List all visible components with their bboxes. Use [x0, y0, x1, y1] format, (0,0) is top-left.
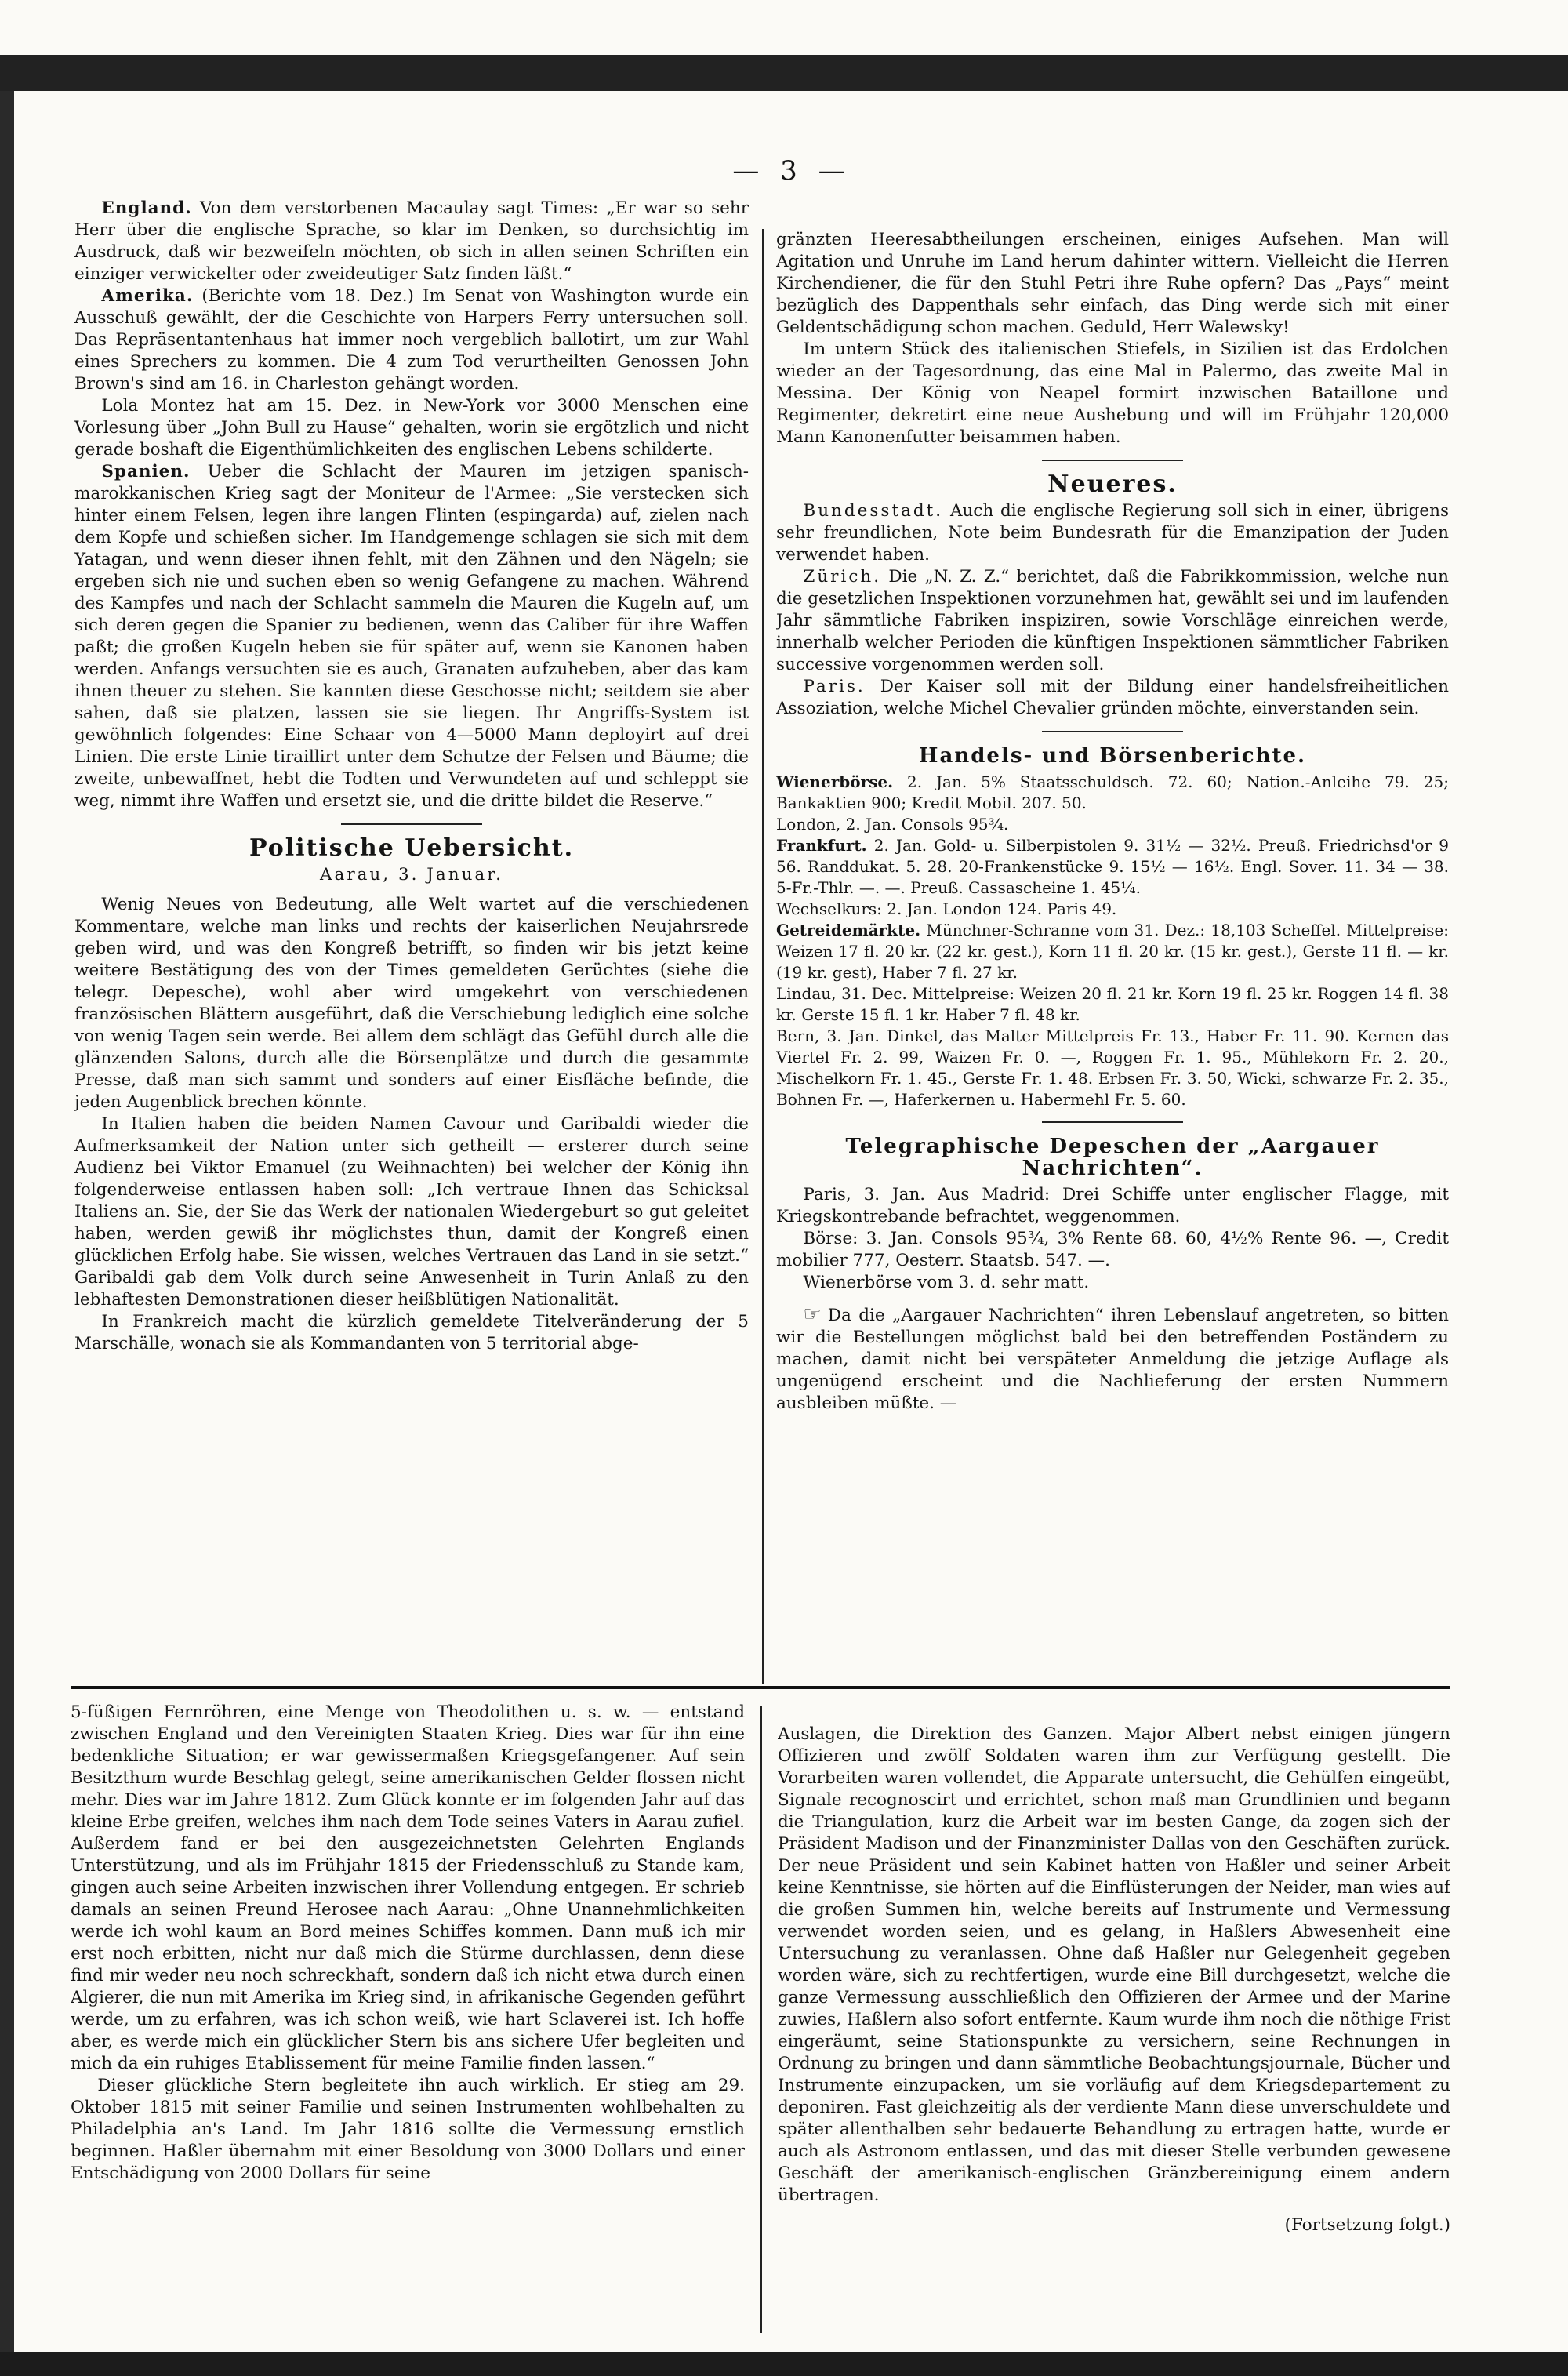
pointing-hand-icon: ☞ [803, 1302, 822, 1326]
wien-label: Wienerbörse. [776, 772, 894, 791]
london-report: London, 2. Jan. Consols 95¾. [776, 815, 1009, 834]
feuilleton-paragraph: 5-füßigen Fernröhren, eine Menge von Theodolithen u. s. w. — entstand zwischen England und den Vereinigten Staaten Krieg. Dies war für ihn eine bedenkliche Situation; er war gewissermaßen Kriegsgefangener. Auf sein Besitzthum wurde Beschlag gelegt, seine amerikanischen Gelder flossen nicht mehr. Dies war im Jahre 1812. Zum Glück konnte er im folgenden Jahr auf das kleine Erbe greifen, welches ihm nach dem Tode seines Vaters in Aarau zufiel. Außerdem fand er bei den ausgezeichnetsten Gelehrten Englands Unterstützung, und als im Frühjahr 1815 der Friedensschluß zu Stande kam, gingen auch seine Arbeiten inzwischen ihrer Vollendung entgegen. Er schrieb damals an seinen Freund Herosee nach Aarau: „Ohne Unannehmlichkeiten werde ich wohl kaum an Bord meines Schiffes kommen. Dann muß ich mir erst noch erbitten, nicht nur daß mich die Stürme durchlassen, denn diese find mir weder neu noch schreckhaft, sondern daß ich nicht etwa durch einen Algierer, die nun mit Amerika im Krieg sind, in afrikanische Gegenden geführt werde, um zu erfahren, was ich schon weiß, wie hart Sclaverei ist. Ich hoffe aber, es werde mich ein glücklicher Stern bis ans sichere Ufer begleiten und mich da ein ruhiges Etablissement für meine Familie finden lassen.“ [71, 1702, 745, 2073]
scan-top-border [0, 55, 1568, 91]
england-text: Von dem verstorbenen Macaulay sagt Times: „Er war so sehr Herr über die englische Sprache, so klar im Denken, so durchsichtig im Ausdruck, daß wir bezweifeln möchten, ob sich in allen seinen Schriften ein einziger verwickelter oder zweideutiger Satz finden läßt.“ [74, 198, 749, 284]
telegraph-title: Telegraphische Depeschen der „Aargauer Nachrichten“. [845, 1135, 1380, 1180]
feuilleton-paragraph: Dieser glückliche Stern begleitete ihn auch wirklich. Er stieg am 29. Oktober 1815 mit seiner Familie und seinen Instrumenten wohlbehalten zu Philadelphia an's Land. Im Jahr 1816 sollte die Vermessung ernstlich beginnen. Haßler übernahm mit einer Besoldung von 3000 Dollars und einer Entschädigung von 2000 Dollars für seine [71, 2076, 745, 2183]
scan-left-edge [0, 91, 14, 2376]
spanien-label: Spanien. [101, 462, 191, 481]
section-divider [1042, 460, 1183, 461]
section-divider [1042, 731, 1183, 732]
bundesstadt-paragraph [776, 500, 1449, 566]
muenchen-text: Münchner-Schranne vom 31. Dez.: 18,103 Scheffel. Mittelpreise: Weizen 17 fl. 20 kr. (22 kr. gest.), Korn 11 fl. 20 kr. (15 kr. gest.), Gerste 11 fl. — kr. (19 kr. gest), Haber 7 fl. 27 kr. [776, 921, 1449, 982]
paris-label: Paris. [803, 677, 866, 696]
italien-paragraph: In Italien haben die beiden Namen Cavour und Garibaldi wieder die Aufmerksamkeit der Nation unter sich getheilt — ersterer durch seine Audienz bei Viktor Emanuel (zu Weihnachten) bei welcher der König ihn folgenderweise entlassen haben soll: „Ich vertraue Ihnen das Schicksal Italiens an. Sie, der Sie das Werk der nationalen Wiedergeburt so gut geleitet haben, werden gewiß ihr möglichstes thun, damit der Kongreß einen glücklichen Erfolg habe. Sie wissen, welches Vertrauen das Land in sie setzt.“ Garibaldi gab dem Volk durch seine Anwesenheit in Turin Anlaß zu den lebhaftesten Demonstrationen dieser heißblütigen Nationalität. [74, 1114, 749, 1310]
wien-text: 2. Jan. 5% Staatsschuldsch. 72. 60; Nation.-Anleihe 79. 25; Bankaktien 900; Kredit Mobil. 207. 50. [776, 772, 1449, 812]
bern-report: Bern, 3. Jan. Dinkel, das Malter Mittelpreis Fr. 13., Haber Fr. 11. 90. Kernen das Viertel Fr. 2. 99, Waizen Fr. 0. —, Roggen Fr. 1. 95., Mühlekorn Fr. 2. 20., Mischelkorn Fr. 1. 45., Gerste Fr. 1. 48. Erbsen Fr. 3. 50, Wicki, schwarze Fr. 2. 35., Bohnen Fr. —, Haferkernen u. Habermehl Fr. 5. 60. [776, 1026, 1449, 1109]
paris-text: Der Kaiser soll mit der Bildung einer handelsfreiheitlichen Assoziation, welche Michel Chevalier gründen möchte, einverstanden sein. [776, 677, 1449, 718]
feuilleton-left-column [71, 1702, 745, 2337]
politische-title: Politische Uebersicht. [249, 834, 575, 862]
paris-paragraph [776, 676, 1449, 720]
column-divider [760, 1706, 762, 2333]
bundesstadt-text: Auch die englische Regierung soll sich in einer, übrigens sehr freundlichen, Note beim Bundesrath für die Emanzipation der Juden verwendet haben. [776, 501, 1449, 565]
handel-title: Handels- und Börsenberichte. [918, 744, 1307, 768]
sizilien-paragraph: Im untern Stück des italienischen Stiefels, in Sizilien ist das Erdolchen wieder an der Tagesordnung, das eine Mal in Palermo, das zweite Mal in Messina. Der König von Neapel formirt inzwischen Bataillone und Regimenter, dekretirt eine neue Aushebung und will im Frühjahr 120,000 Mann Kanonenfutter beisammen haben. [776, 340, 1449, 447]
feuilleton-divider [71, 1686, 1450, 1689]
zuerich-label: Zürich. [803, 567, 882, 587]
subscription-notice [776, 1303, 1449, 1415]
telegraph-boerse: Börse: 3. Jan. Consols 95¾, 3% Rente 68. 60, 4½% Rente 96. —, Credit mobilier 777, Oesterr. Staatsb. 547. —. [776, 1229, 1449, 1270]
amerika-paragraph [74, 285, 749, 395]
page-number: — 3 — [732, 155, 851, 187]
frankfurt-text: 2. Jan. Gold- u. Silberpistolen 9. 31½ — 32½. Preuß. Friedrichsd'or 9 56. Randdukat. 5. 28. 20-Frankenstücke 9. 15½ — 16½. Engl. Sover. 11. 34 — 38. 5-Fr.-Thlr. —. —. Preuß. Cassascheine 1. 45¼. [776, 836, 1449, 897]
politische-paragraph: Wenig Neues von Bedeutung, alle Welt wartet auf die verschiedenen Kommentare, welche man links und rechts der kaiserlichen Neujahrsrede geben wird, und was den Kongreß betrifft, so finden wir bis jetzt keine weitere Bestätigung des von der Times gemeldeten Gerüchtes (siehe die telegr. Depesche), wohl aber wird umgekehrt von verschiedenen französischen Blättern ausgeführt, daß die Verschiebung lediglich eine solche von wenig Tagen sein werde. Bei allem dem schlägt das Gefühl durch alle die glänzenden Salons, durch alle die Börsenplätze und durch die gesammte Presse, daß man sich sammt und sonders auf einer Eisfläche befinde, die jeden Augenblick brechen könnte. [74, 895, 749, 1112]
telegraph-paris: Paris, 3. Jan. Aus Madrid: Drei Schiffe unter englischer Flagge, mit Kriegskontrebande befrachtet, weggenommen. [776, 1185, 1449, 1226]
market-reports [776, 772, 1449, 1110]
bundesstadt-label: Bundesstadt. [803, 501, 944, 521]
amerika-text: (Berichte vom 18. Dez.) Im Senat von Washington wurde ein Ausschuß gewählt, der die Geschichte von Harpers Ferry untersuchen soll. Das Repräsentantenhaus hat immer noch vergeblich ballotirt, um zur Wahl eines Sprechers zu kommen. Die 4 zum Tod verurtheilten Genossen John Brown's sind am 16. in Charleston gehängt worden. [74, 286, 749, 394]
feuilleton-right-column [778, 1724, 1450, 2359]
england-paragraph [74, 198, 749, 285]
lola-paragraph: Lola Montez hat am 15. Dez. in New-York vor 3000 Menschen eine Vorlesung über „John Bull zu Hause“ gehalten, worin sie ergötzlich und nicht gerade boshaft die Eigenthümlichkeiten des englischen Lebens schilderte. [74, 396, 749, 460]
getreide-report [776, 920, 1449, 983]
frankfurt-report [776, 835, 1449, 899]
wien-report [776, 772, 1449, 814]
section-divider [1042, 1121, 1183, 1123]
politische-dateline: Aarau, 3. Januar. [319, 865, 503, 885]
notice-text: Da die „Aargauer Nachrichten“ ihren Lebenslauf angetreten, so bitten wir die Bestellungen möglichst bald bei den betreffenden Poständern zu machen, damit nicht bei verspäteter Anmeldung die jetzige Auflage als ungenügend erscheint und die Nachlieferung der ersten Nummern ausbleiben müßte. — [776, 1306, 1449, 1413]
scan-bottom-border [0, 2352, 1568, 2376]
right-column [776, 229, 1449, 1703]
zuerich-text: Die „N. Z. Z.“ berichtet, daß die Fabrikkommission, welche nun die gesetzlichen Inspektionen vorzunehmen hat, gewählt sei und im laufenden Jahr sämmtliche Fabriken inspiziren, sowie Vorschläge einreichen werde, innerhalb welcher Perioden die künftigen Inspektionen sämmtlicher Fabriken successive vorgenommen werden soll. [776, 567, 1449, 674]
amerika-label: Amerika. [101, 286, 194, 306]
continued-note: (Fortsetzung folgt.) [1284, 2215, 1450, 2235]
neueres-title: Neueres. [1047, 470, 1178, 498]
telegraph-wiener: Wienerbörse vom 3. d. sehr matt. [803, 1273, 1090, 1292]
left-column [74, 198, 749, 1672]
england-label: England. [101, 198, 192, 218]
section-divider [341, 823, 482, 825]
feuilleton-paragraph: Auslagen, die Direktion des Ganzen. Major Albert nebst einigen jüngern Offizieren und zwölf Soldaten waren ihm zur Verfügung gestellt. Die Vorarbeiten waren vollendet, die Apparate untersucht, die Gehülfen eingeübt, Signale recognoscirt und errichtet, schon maß man Grundlinien und begann die Triangulation, kurz die Arbeit war im besten Gange, da zogen sich der Präsident Madison und der Finanzminister Dallas von den Geschäften zurück. Der neue Präsident und sein Kabinet hatten von Haßler und seiner Arbeit keine Kenntnisse, sie hörten auf die Einflüsterungen der Neider, man wies auf die großen Summen hin, welche bereits auf Instrumente und Vermessung verwendet worden seien, und es gelang, in Haßlers Abwesenheit eine Untersuchung zu veranlassen. Ohne daß Haßler nur Gelegenheit gegeben worden wäre, sich zu rechtfertigen, wurde eine Bill durchgesetzt, welche die ganze Vermessung ausschließlich den Offizieren der Armee und der Marine zuwies, Haßlern also sofort entfernte. Kaum wurde ihm noch die nöthige Frist eingeräumt, seine Stationspunkte zu versichern, seine Rechnungen in Ordnung zu bringen und dann sämmtliche Beobachtungsjournale, Bücher und Instrumente einzupacken, um sie vorläufig auf dem Kriegsdepartement zu deponiren. Fast gleichzeitig als der verdiente Mann diese unverschuldete und später allenthalben sehr bedauerte Behandlung zu ertragen hatte, wurde er auch als Astronom entlassen, und das mit dieser Stelle verbunden gewesene Geschäft der amerikanisch-englischen Gränzbereinigung einem andern übertragen. [778, 1724, 1450, 2205]
spanien-text: Ueber die Schlacht der Mauren im jetzigen spanisch-marokkanischen Krieg sagt der Moniteur de l'Armee: „Sie verstecken sich hinter einem Felsen, legen ihre langen Flinten (espingarda) auf, zielen nach dem Kopfe und schießen sicher. Im Handgemenge schlagen sie sich mit dem Yatagan, und wenn dieser ihnen fehlt, mit den Zähnen und den Nägeln; sie ergeben sich nie und suchen eben so wenig Gefangene zu machen. Während des Kampfes und nach der Schlacht sammeln die Mauren die Kugeln auf, um sich deren gegen die Spanier zu bedienen, wenn das Caliber für ihre Waffen paßt; die großen Kugeln heben sie für später auf, wenn sie Kanonen haben werden. Anfangs versuchten sie es auch, Granaten aufzuheben, aber das kam ihnen theuer zu stehen. Sie kannten diese Geschosse nicht; seitdem sie aber sahen, daß sie platzen, lassen sie sie liegen. Ihr Angriffs-System ist gewöhnlich folgendes: Eine Schaar von 4—5000 Mann deployirt auf drei Linien. Die erste Linie tiraillirt unter dem Schutze der Felsen und Bäume; die zweite, unbewaffnet, hebt die Todten und Verwundeten auf und schleppt sie weg, nimmt ihre Waffen und ersetzt sie, und die dritte bildet die Reserve.“ [74, 462, 749, 811]
frankfurt-label: Frankfurt. [776, 836, 867, 855]
italy-continued: gränzten Heeresabtheilungen erscheinen, einiges Aufsehen. Man will Agitation und Unruhe im Land herum dahinter wittern. Vielleicht die Herren Kirchendiener, die für den Stuhl Petri ihre Ruhe opfern? Das „Pays“ meint bezüglich des Dappenthals sehr einfach, das Ding werde sich mit einer Geldentschädigung schon machen. Geduld, Herr Walewsky! [776, 230, 1449, 337]
frankreich-paragraph: In Frankreich macht die kürzlich gemeldete Titelveränderung der 5 Marschälle, wonach sie als Kommandanten von 5 territorial abge- [74, 1312, 749, 1353]
spanien-paragraph [74, 461, 749, 812]
column-divider [762, 229, 764, 1684]
getreide-label: Getreidemärkte. [776, 921, 921, 939]
zuerich-paragraph [776, 566, 1449, 676]
lindau-report: Lindau, 31. Dec. Mittelpreise: Weizen 20 fl. 21 kr. Korn 19 fl. 25 kr. Roggen 14 fl. 38 kr. Gerste 15 fl. 1 kr. Haber 7 fl. 48 kr. [776, 984, 1449, 1024]
wechsel-report: Wechselkurs: 2. Jan. London 124. Paris 49. [776, 899, 1117, 918]
